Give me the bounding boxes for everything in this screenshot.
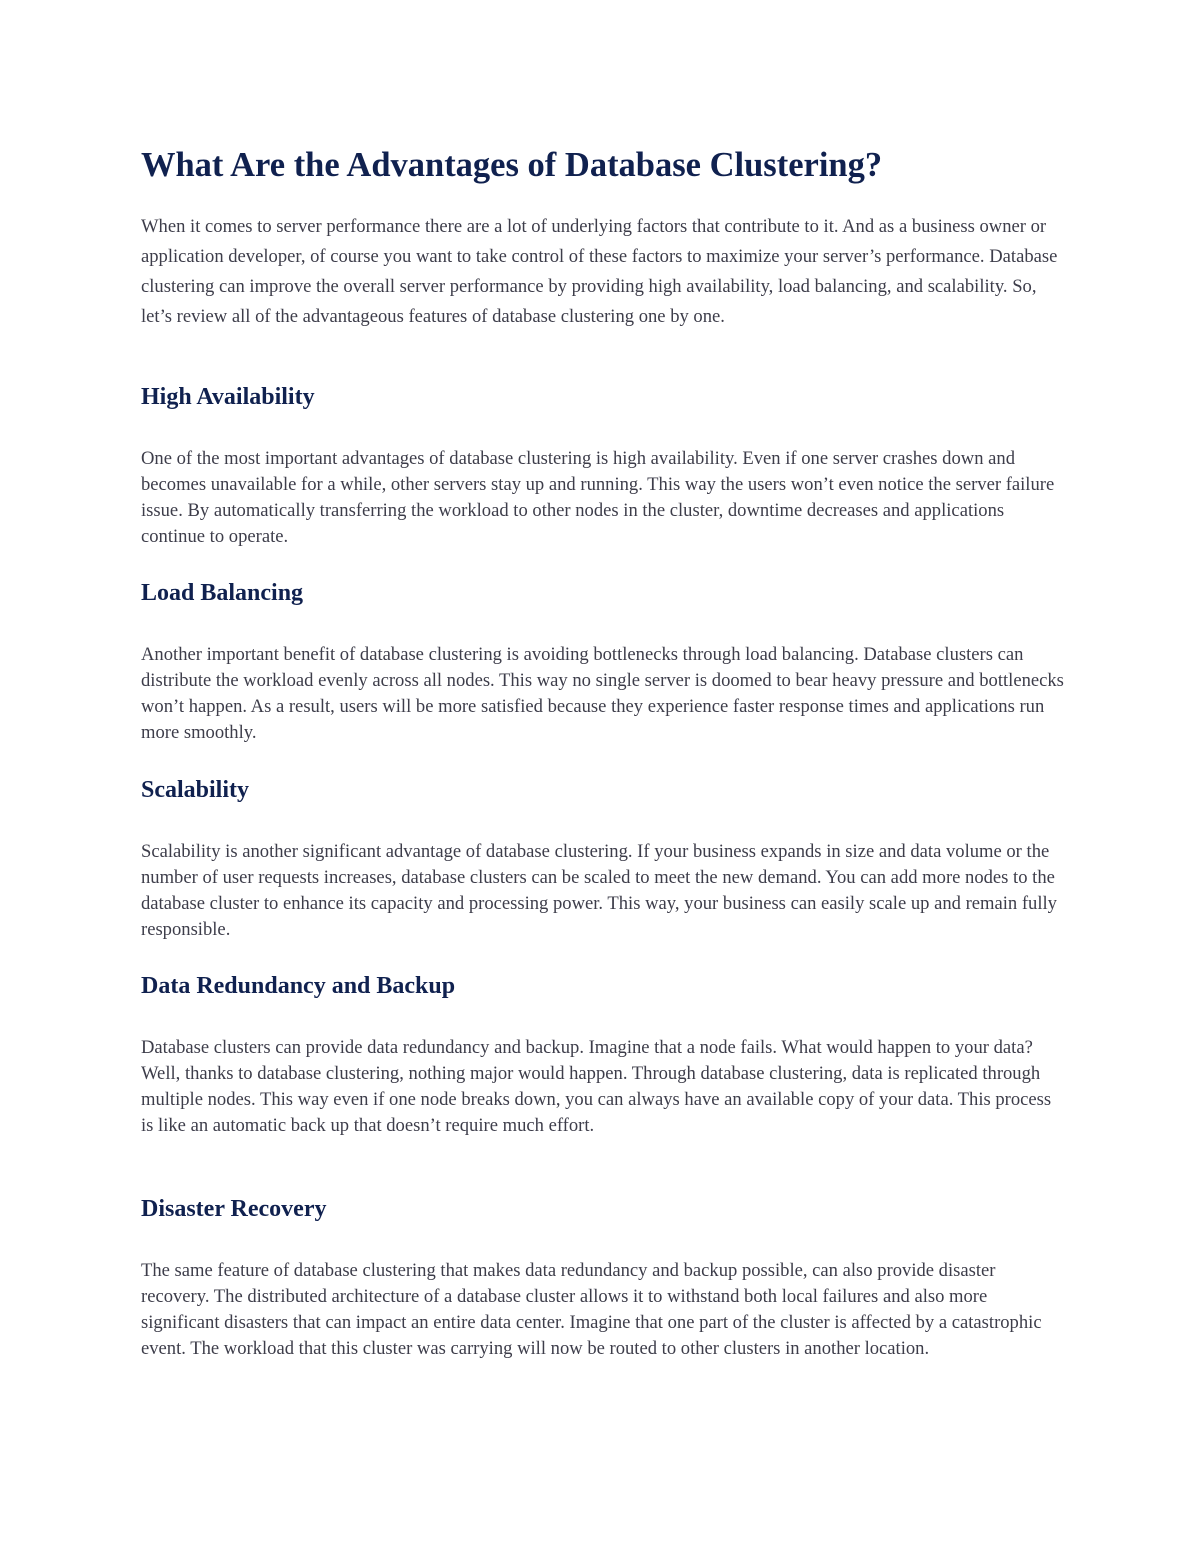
section-heading-load-balancing: Load Balancing — [141, 580, 304, 606]
section-body-data-redundancy: Database clusters can provide data redundancy and backup. Imagine that a node fails. What would happen to your data? Well, thanks to database clustering, nothing major would happen. Through database clustering, data is replicated through multiple nodes. This way even if one node breaks down, you can always have an available copy of your data. This process is like an automatic back up that doesn’t require much effort. — [141, 1037, 1052, 1136]
intro-paragraph: When it comes to server performance there are a lot of underlying factors that contribute to it. And as a business owner or application developer, of course you want to take control of these factors to maximize your server’s performance. Database clustering can improve the overall server performance by providing high availability, load balancing, and scalability. So, let’s review all of the advantageous features of database clustering one by one. — [141, 216, 1058, 327]
section-heading-disaster-recovery: Disaster Recovery — [141, 1196, 327, 1222]
section-body-scalability: Scalability is another significant advantage of database clustering. If your business expands in size and data volume or the number of user requests increases, database clusters can be scaled to meet the new demand. You can add more nodes to the database cluster to enhance its capacity and processing power. This way, your business can easily scale up and remain fully responsible. — [141, 841, 1057, 940]
section-body-disaster-recovery: The same feature of database clustering that makes data redundancy and backup possible, can also provide disaster recovery. The distributed architecture of a database cluster allows it to withstand both local failures and also more significant disasters that can impact an entire data center. Imagine that one part of the cluster is affected by a catastrophic event. The workload that this cluster was carrying will now be routed to other clusters in another location. — [141, 1260, 1042, 1359]
section-heading-scalability: Scalability — [141, 777, 250, 803]
section-heading-data-redundancy: Data Redundancy and Backup — [141, 973, 456, 999]
section-body-load-balancing: Another important benefit of database clustering is avoiding bottlenecks through load balancing. Database clusters can distribute the workload evenly across all nodes. This way no single server is doomed to bear heavy pressure and bottlenecks won’t happen. As a result, users will be more satisfied because they experience faster response times and applications run more smoothly. — [141, 644, 1064, 743]
page-title: What Are the Advantages of Database Clustering? — [141, 146, 883, 184]
section-body-high-availability: One of the most important advantages of database clustering is high availability. Even if one server crashes down and becomes unavailable for a while, other servers stay up and running. This way the users won’t even notice the server failure issue. By automatically transferring the workload to other nodes in the cluster, downtime decreases and applications continue to operate. — [141, 448, 1055, 547]
section-heading-high-availability: High Availability — [141, 384, 315, 410]
